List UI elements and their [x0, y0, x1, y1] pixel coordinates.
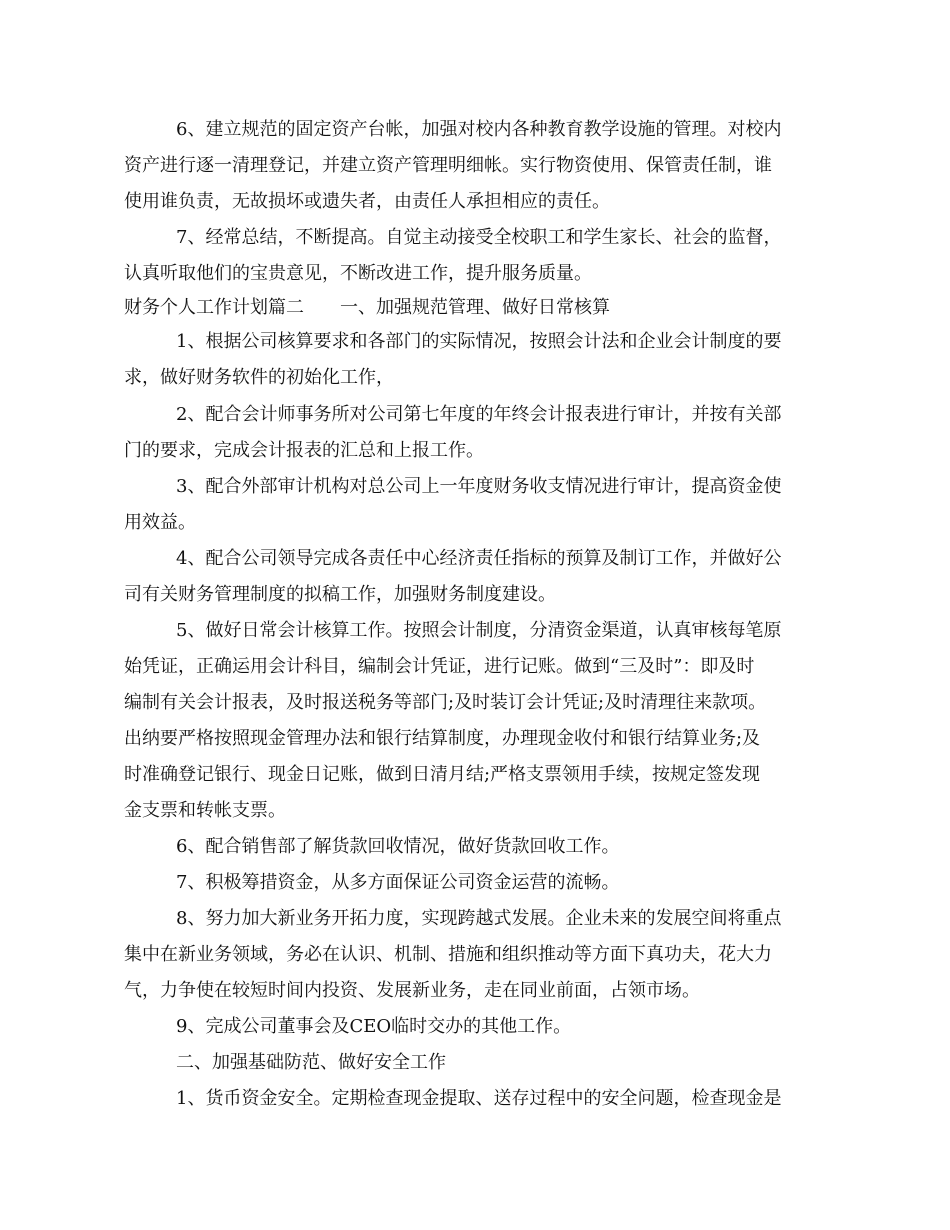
text-line: 6、建立规范的固定资产台帐，加强对校内各种教育教学设施的管理。对校内: [176, 119, 782, 140]
text-line: 司有关财务管理制度的拟稿工作，加强财务制度建设。: [124, 584, 556, 605]
text-line: 始凭证，正确运用会计科目，编制会计凭证，进行记账。做到“三及时”：即及时: [124, 656, 755, 677]
text-line: 9、完成公司董事会及CEO临时交办的其他工作。: [176, 1016, 572, 1037]
text-line: 7、积极筹措资金，从多方面保证公司资金运营的流畅。: [176, 872, 620, 893]
text-line: 集中在新业务领域，务必在认识、机制、措施和组织推动等方面下真功夫，花大力: [124, 944, 772, 965]
text-line: 1、货币资金安全。定期检查现金提取、送存过程中的安全问题，检查现金是: [176, 1088, 782, 1109]
text-line: 6、配合销售部了解货款回收情况，做好货款回收工作。: [176, 836, 620, 857]
text-line: 用效益。: [124, 512, 196, 533]
text-line: 4、配合公司领导完成各责任中心经济责任指标的预算及制订工作，并做好公: [176, 548, 782, 569]
text-line: 7、经常总结，不断提高。自觉主动接受全校职工和学生家长、社会的监督，: [176, 227, 782, 248]
text-line: 气，力争使在较短时间内投资、发展新业务，走在同业前面，占领市场。: [124, 980, 700, 1001]
text-line: 出纳要严格按照现金管理办法和银行结算制度，办理现金收付和银行结算业务;及: [124, 728, 761, 749]
text-line: 使用谁负责，无故损坏或遗失者，由责任人承担相应的责任。: [124, 191, 610, 212]
text-line: 资产进行逐一清理登记，并建立资产管理明细帐。实行物资使用、保管责任制，谁: [124, 155, 772, 176]
section-heading: 财务个人工作计划篇二 一、加强规范管理、做好日常核算: [124, 297, 610, 318]
text-line: 认真听取他们的宝贵意见，不断改进工作，提升服务质量。: [124, 263, 592, 284]
text-line: 编制有关会计报表，及时报送税务等部门;及时装订会计凭证;及时清理往来款项。: [124, 692, 767, 713]
text-line: 门的要求，完成会计报表的汇总和上报工作。: [124, 440, 484, 461]
text-line: 2、配合会计师事务所对公司第七年度的年终会计报表进行审计，并按有关部: [176, 404, 782, 425]
text-line: 8、努力加大新业务开拓力度，实现跨越式发展。企业未来的发展空间将重点: [176, 908, 782, 929]
text-line: 5、做好日常会计核算工作。按照会计制度，分清资金渠道，认真审核每笔原: [176, 620, 782, 641]
text-line: 3、配合外部审计机构对总公司上一年度财务收支情况进行审计，提高资金使: [176, 476, 782, 497]
text-line: 金支票和转帐支票。: [124, 800, 286, 821]
section-heading: 二、加强基础防范、做好安全工作: [176, 1052, 446, 1073]
text-line: 1、根据公司核算要求和各部门的实际情况，按照会计法和企业会计制度的要: [176, 331, 782, 352]
text-line: 求，做好财务软件的初始化工作，: [124, 367, 394, 388]
text-line: 时准确登记银行、现金日记账，做到日清月结;严格支票领用手续，按规定签发现: [124, 764, 761, 785]
